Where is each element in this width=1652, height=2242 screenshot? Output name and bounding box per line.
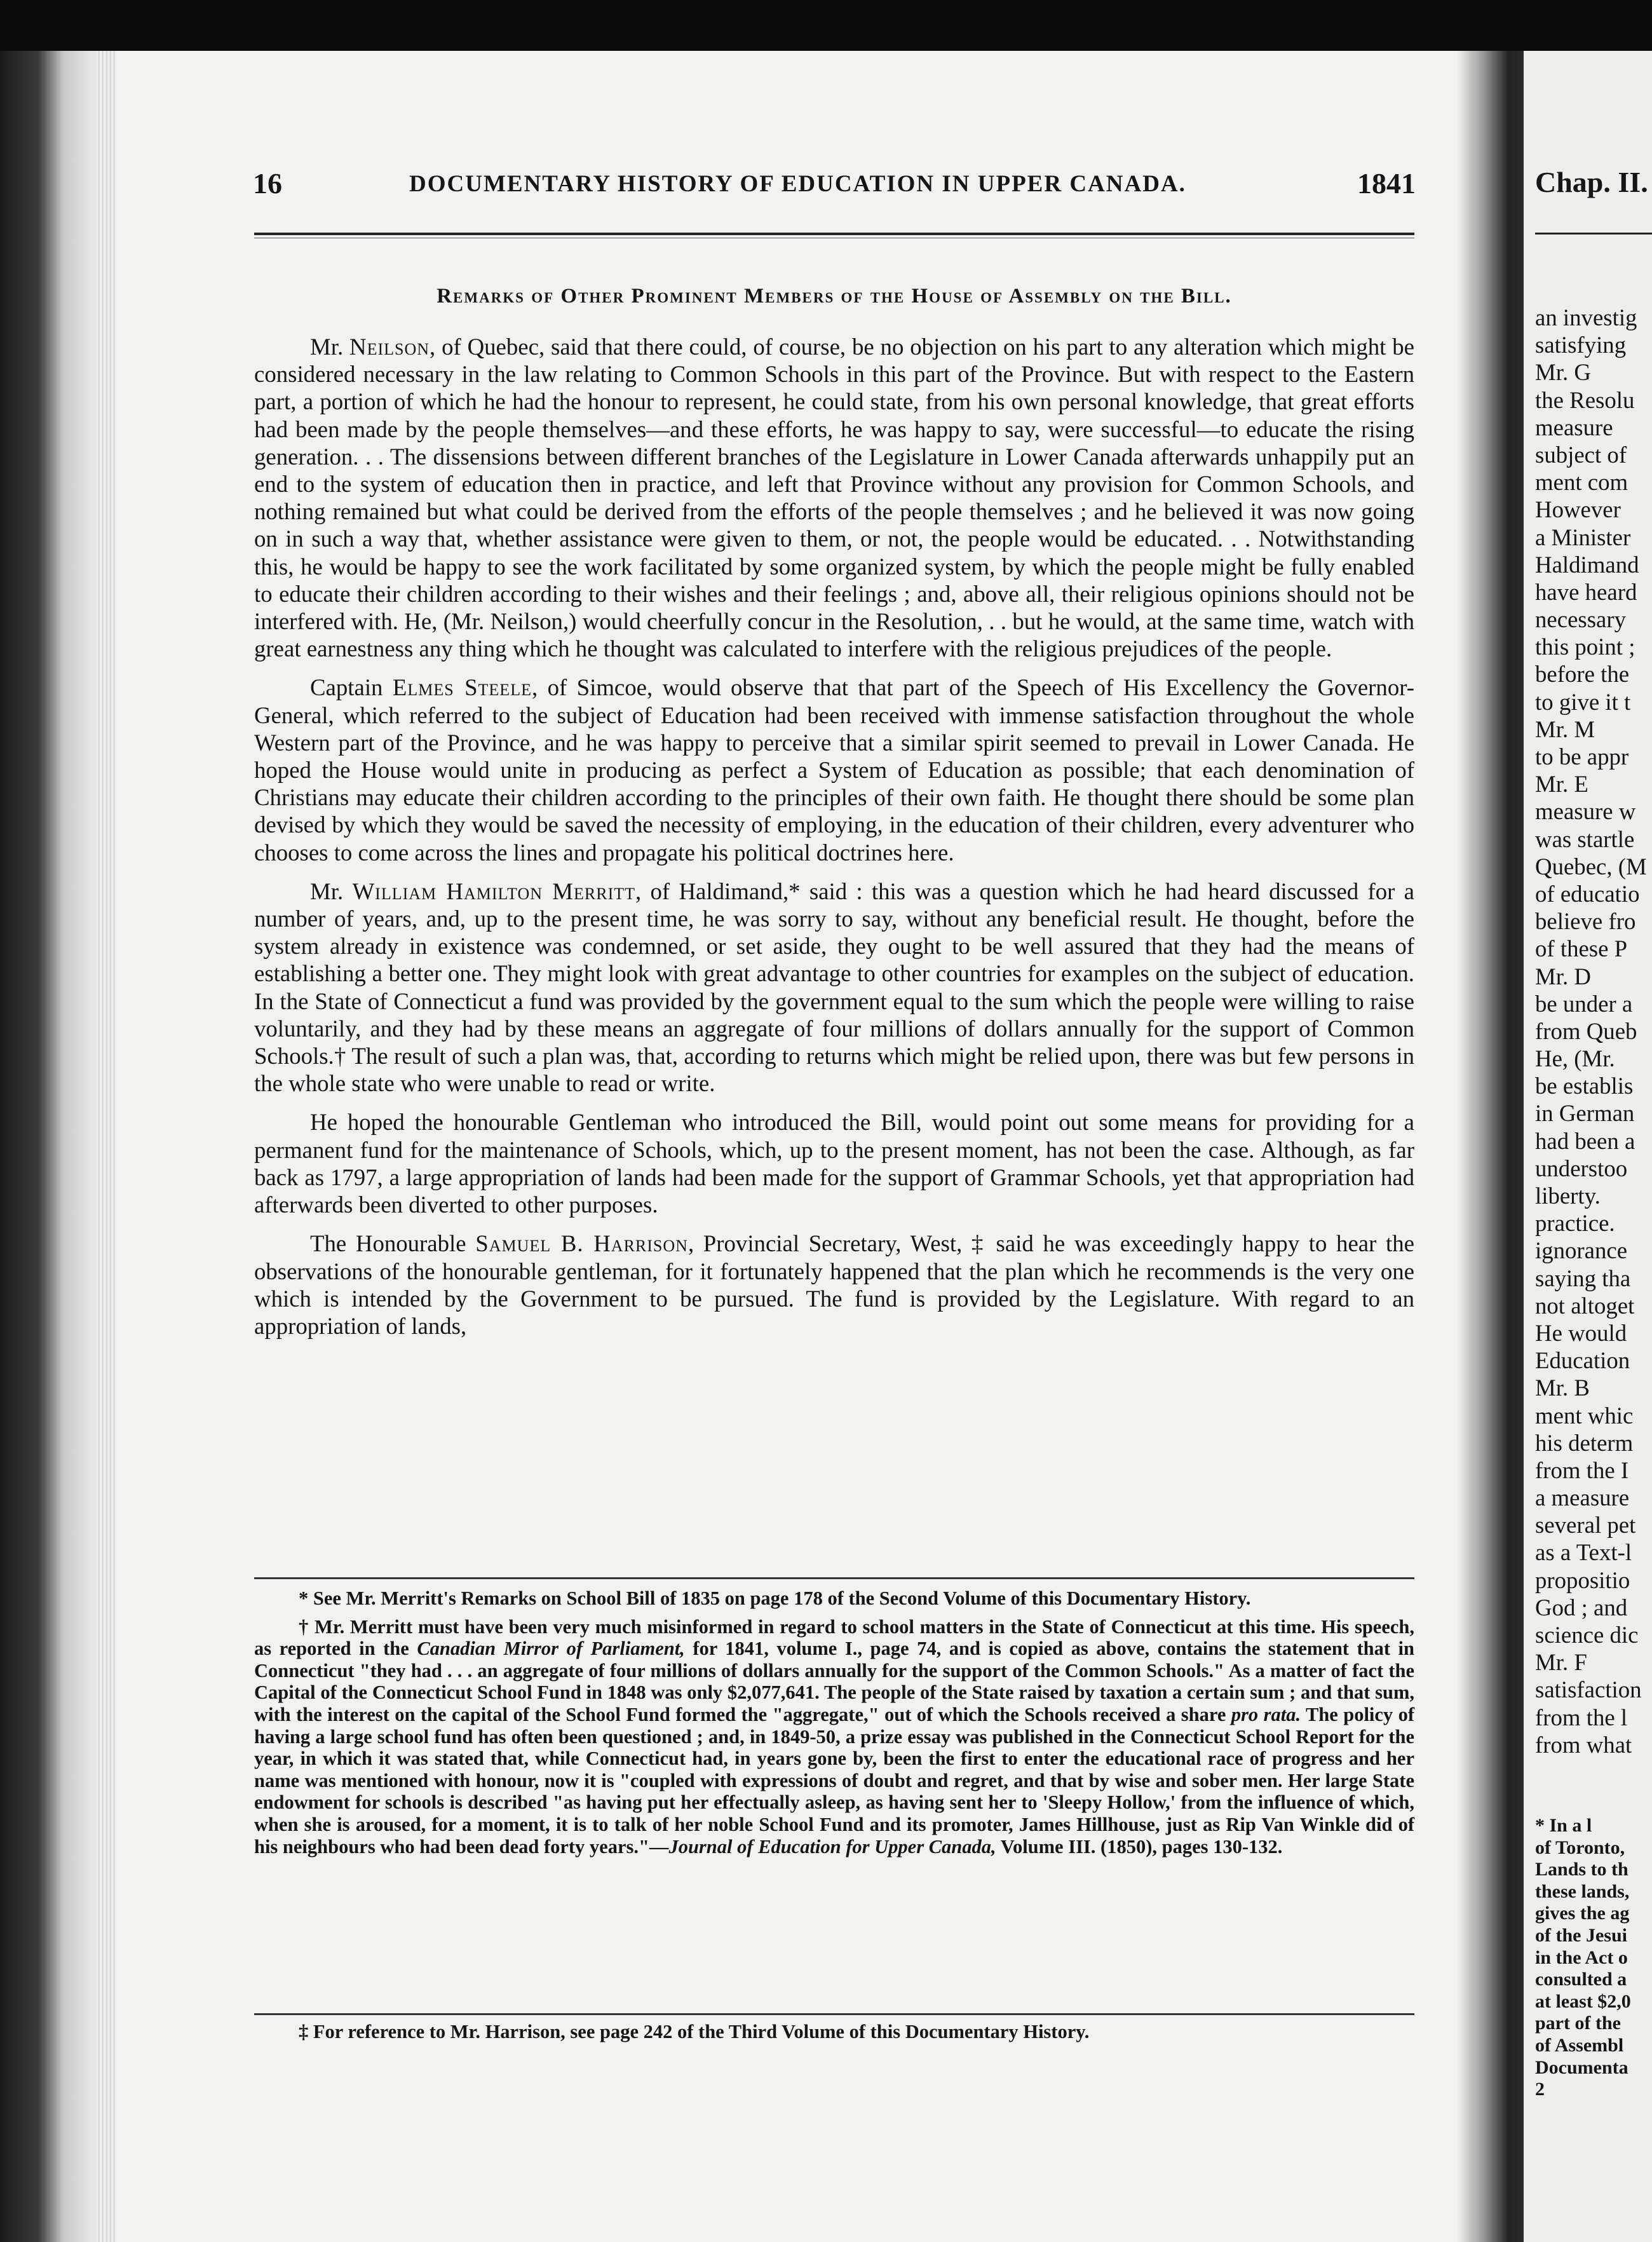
facing-page-line: several pet xyxy=(1535,1512,1636,1539)
facing-page-line: this point ; xyxy=(1535,634,1635,660)
facing-page-footnote-line: in the Act o xyxy=(1535,1946,1628,1968)
footnotes xyxy=(254,1587,1414,1864)
footnote-rule xyxy=(254,2013,1414,2015)
paragraph-merritt: Mr. William Hamilton Merritt, of Haldimand,* said : this was a question which he had heard discussed for a number of years, and, up to the present time, he was sorry to say, without any beneficial result. He thought, before the system already in existence was condemned, or set aside, they ought to be well assured that they had the means of establishing a better one. They might look with great advantage to other countries for examples on the subject of education. In the State of Connecticut a fund was provided by the government equal to the sum which the people were willing to raise voluntarily, and they had by these means an aggregate of four millions of dollars annually for the support of Common Schools.† The result of such a plan was, that, according to returns which might be relied upon, there was but few persons in the whole state who were unable to read or write. xyxy=(254,878,1414,1097)
facing-page-line: understoo xyxy=(1535,1155,1628,1181)
facing-page-head: Chap. II. xyxy=(1535,166,1648,198)
header-rule xyxy=(254,233,1414,235)
facing-page-line: before the xyxy=(1535,661,1630,688)
running-year: 1841 xyxy=(1357,167,1416,200)
facing-page-line: a measure xyxy=(1535,1484,1630,1511)
facing-page-footnote-line: consulted a xyxy=(1535,1969,1627,1990)
facing-page-line: practice. xyxy=(1535,1210,1615,1237)
facing-page-line: of educatio xyxy=(1535,880,1640,907)
scan-left-edge xyxy=(0,51,95,2242)
footnote-3: ‡ For reference to Mr. Harrison, see page 242 of the Third Volume of this Documentary History. xyxy=(299,2021,1090,2042)
facing-page-line: in German xyxy=(1535,1100,1635,1127)
facing-page-line: a Minister xyxy=(1535,524,1631,550)
footnote-1: * See Mr. Merritt's Remarks on School Bill of 1835 on page 178 of the Second Volume of this Documentary History. xyxy=(299,1587,1251,1609)
facing-page-line: However xyxy=(1535,496,1621,523)
facing-page-line: an investig xyxy=(1535,304,1637,330)
footnote-2: † Mr. Merritt must have been very much misinformed in regard to school matters in the State of Connecticut at this time. His speech, as reported in the Canadian Mirror of Parliament, for 1841, volume I., page 74, and is copied as above, contains the statement that in Connecticut "they had . . . an aggregate of four millions of dollars annually for the support of the Common Schools." As a matter of fact the Capital of the Connecticut School Fund in 1848 was only $2,077,641. The people of the State raised by taxation a certain sum ; and that sum, with the interest on the capital of the School Fund formed the "aggregate," out of which the Schools received a share pro rata. The policy of having a large school fund has often been questioned ; and, in 1849-50, a prize essay was published in the Connecticut School Report for the year, in which it was stated that, while Connecticut had, in years gone by, been the first to enter the educational race of progress and her name was mentioned with honour, now it is "coupled with expressions of doubt and regret, and that by wise and sober men. Her large State endowment for schools is described "as having put her effectually asleep, as having sent her to 'Sleepy Hollow,' from the influence of which, when she is aroused, for a moment, it is to talk of her noble School Fund and its promoter, James Hillhouse, just as Rip Van Winkle did of his neighbours who had been dead forty years."—Journal of Education for Upper Canada, Volume III. (1850), pages 130-132. xyxy=(254,1615,1415,1858)
facing-page-line: to be appr xyxy=(1535,744,1629,770)
paragraph-merritt-cont: He hoped the honourable Gentleman who introduced the Bill, would point out some means for providing for a permanent fund for the maintenance of Schools, which, up to the present moment, has not been the case. Although, as far back as 1797, a large appropriation of lands had been made for the support of Grammar Schools, yet that appropriation had afterwards been diverted to other purposes. xyxy=(254,1109,1414,1218)
page-number: 16 xyxy=(253,167,282,200)
speaker-name: Samuel B. Harrison xyxy=(475,1230,688,1257)
facing-page-rule xyxy=(1535,233,1652,234)
facing-page-footnote-line: these lands, xyxy=(1535,1880,1630,1902)
facing-page-text xyxy=(1535,304,1652,1758)
facing-page-line: believe fro xyxy=(1535,908,1636,935)
facing-page-footnote-line: part of the xyxy=(1535,2013,1621,2034)
facing-page-footnote-line: of Toronto, xyxy=(1535,1837,1625,1858)
paragraph-steele: Captain Elmes Steele, of Simcoe, would observe that that part of the Speech of His Excellency the Governor-General, which referred to the subject of Education had been received with immense satisfaction throughout the whole Western part of the Province, and he was happy to perceive that a similar spirit seemed to prevail in Lower Canada. He hoped the House would unite in producing as perfect a System of Education as possible; that each denomination of Christians may educate their children according to the principles of their own faith. He thought there should be some plan devised by which they would be saved the necessity of employing, in the education of their children, every adventurer who chooses to come across the lines and propagate his political doctrines here. xyxy=(254,674,1414,866)
facing-page-line: was startle xyxy=(1535,825,1635,852)
facing-page-line: be under a xyxy=(1535,990,1633,1017)
facing-page-footnote-line: Lands to th xyxy=(1535,1859,1628,1880)
facing-page-line: He would xyxy=(1535,1319,1627,1346)
facing-page-line: Education xyxy=(1535,1347,1630,1374)
facing-page-line: Quebec, (M xyxy=(1535,853,1647,880)
facing-page-line: from what xyxy=(1535,1731,1632,1758)
facing-page-line: ignorance xyxy=(1535,1237,1628,1264)
facing-page-line: measure xyxy=(1535,414,1613,440)
facing-page-line: necessary xyxy=(1535,606,1627,633)
facing-page-footnote-line: of the Jesui xyxy=(1535,1924,1627,1946)
speaker-name: William Hamilton Merritt xyxy=(352,878,636,904)
facing-page-line: Mr. D xyxy=(1535,963,1591,989)
footnote-rule xyxy=(254,1577,1414,1579)
facing-page-line: his determ xyxy=(1535,1429,1634,1456)
running-title: DOCUMENTARY HISTORY OF EDUCATION IN UPPER CANADA. xyxy=(409,171,1186,197)
body-text xyxy=(254,333,1414,1351)
facing-page-line: Mr. G xyxy=(1535,359,1591,386)
facing-page-line: subject of xyxy=(1535,441,1627,468)
facing-page-line: Mr. B xyxy=(1535,1375,1590,1401)
scan-border xyxy=(0,0,1652,56)
facing-page-line: from the I xyxy=(1535,1457,1629,1483)
facing-page-line: Mr. E xyxy=(1535,771,1588,798)
facing-page-line: Mr. M xyxy=(1535,716,1595,742)
facing-page-line: to give it t xyxy=(1535,688,1631,715)
speaker-name: Elmes Steele xyxy=(392,674,532,701)
facing-page-footnote-line: 2 xyxy=(1535,2079,1545,2100)
section-title: Remarks of Other Prominent Members of the House of Assembly on the Bill. xyxy=(437,285,1232,308)
facing-page-line: saying tha xyxy=(1535,1265,1631,1291)
facing-page-footnote-line: * In a l xyxy=(1535,1815,1592,1836)
facing-page-footnote-line: Documenta xyxy=(1535,2056,1628,2078)
facing-page-footnote-line: gives the ag xyxy=(1535,1903,1630,1924)
facing-page-line: satisfaction xyxy=(1535,1676,1642,1703)
facing-page-line: ment com xyxy=(1535,469,1628,496)
paragraph-harrison: The Honourable Samuel B. Harrison, Provincial Secretary, West, ‡ said he was exceedingly happy to hear the observations of the honourable gentleman, for it fortunately happened that the plan which he recommends is the very one which is intended by the Government to be pursued. The fund is provided by the Legislature. With regard to an appropriation of lands, xyxy=(254,1230,1414,1339)
facing-page-line: He, (Mr. xyxy=(1535,1045,1615,1072)
facing-page-line: of these P xyxy=(1535,935,1628,962)
facing-page xyxy=(1524,51,1652,2242)
facing-page-line: satisfying xyxy=(1535,332,1627,358)
facing-page-line: propositio xyxy=(1535,1566,1630,1593)
facing-page-line: have heard xyxy=(1535,578,1637,605)
facing-page-line: Mr. F xyxy=(1535,1649,1587,1676)
facing-page-line: God ; and xyxy=(1535,1594,1628,1620)
facing-page-line: ment whic xyxy=(1535,1402,1634,1429)
facing-page-footnote-line: of Assembl xyxy=(1535,2034,1624,2056)
speaker-name: Neilson xyxy=(349,334,430,360)
facing-page-line: be establis xyxy=(1535,1073,1634,1099)
facing-page-footnote-line: at least $2,0 xyxy=(1535,1990,1631,2012)
paragraph-neilson: Mr. Neilson, of Quebec, said that there could, of course, be no objection on his part to any alteration which might be considered necessary in the law relating to Common Schools in this part of the Province. But with respect to the Eastern part, a portion of which he had the honour to represent, he could state, from his own personal knowledge, that great efforts had been made by the people themselves—and these efforts, he was happy to say, were successful—to educate the rising generation. . . The dissensions between different branches of the Legislature in Lower Canada afterwards unhappily put an end to the system of education then in practice, and left that Province without any provision for Common Schools, and nothing remained but what could be derived from the efforts of the people themselves ; and he believed it was now going on in such a way that, whether assistance were given to them, or not, the people would be educated. . . Notwithstanding this, he would be happy to see the work facilitated by some organized system, by which the people might be fully enabled to educate their children according to their wishes and their feelings ; and, above all, their religious opinions should not be interfered with. He, (Mr. Neilson,) would cheerfully concur in the Resolution, . . but he would, at the same time, watch with great earnestness any thing which he thought was calculated to interfere with the religious prejudices of the people. xyxy=(254,334,1414,662)
facing-page-line: Haldimand xyxy=(1535,551,1639,578)
facing-page-line: measure w xyxy=(1535,798,1636,825)
facing-page-line: science dic xyxy=(1535,1622,1639,1648)
book-gutter xyxy=(1458,51,1524,2242)
book-page-edges xyxy=(95,51,117,2242)
facing-page-line: liberty. xyxy=(1535,1183,1601,1209)
facing-page-line: from Queb xyxy=(1535,1017,1637,1044)
facing-page-line: from the l xyxy=(1535,1704,1628,1730)
running-head xyxy=(253,166,1416,211)
facing-page-footnotes xyxy=(1535,1815,1652,2101)
facing-page-line: as a Text-l xyxy=(1535,1539,1632,1566)
facing-page-line: had been a xyxy=(1535,1127,1635,1154)
facing-page-line: not altoget xyxy=(1535,1292,1635,1319)
facing-page-line: the Resolu xyxy=(1535,386,1635,413)
